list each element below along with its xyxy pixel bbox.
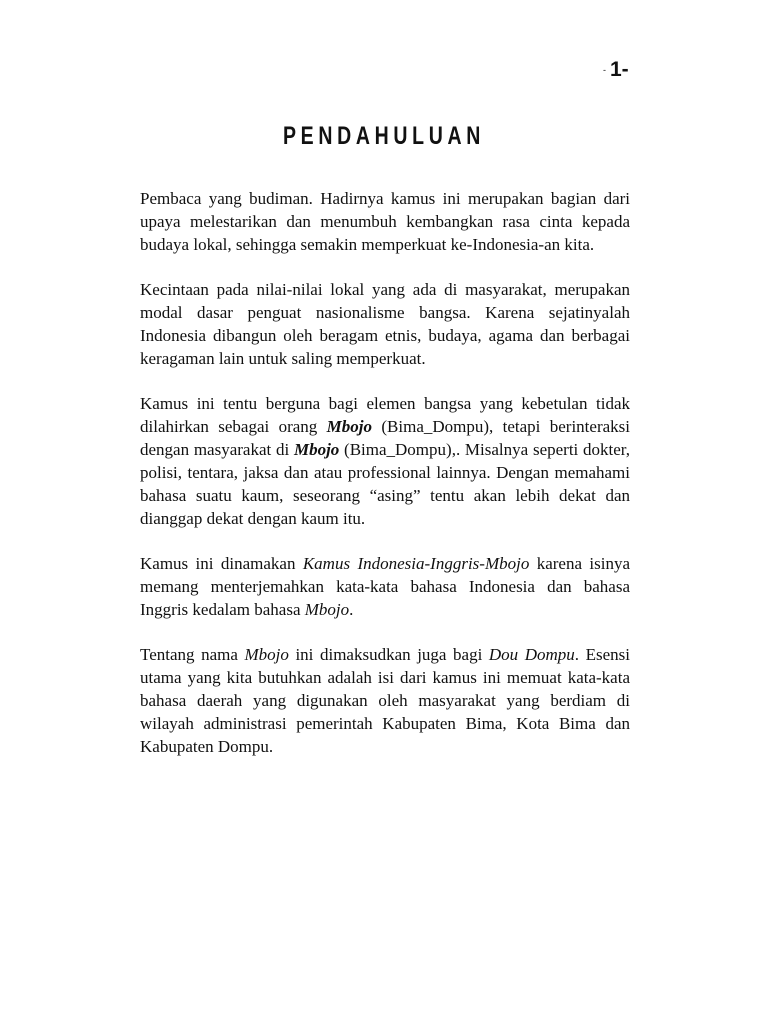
paragraph-4-text-2: karena isinya memang menterjemahkan kata-kata bahasa Indonesia dan bahasa Inggris kedalam bahasa xyxy=(140,554,630,619)
paragraph-5 xyxy=(140,643,630,758)
paragraph-2: Kecintaan pada nilai-nilai lokal yang ada di masyarakat, merupakan modal dasar penguat nasionalisme bangsa. Karena sejatinyalah Indonesia dibangun oleh beragam etnis, budaya, agama dan berbagai keragaman lain untuk saling memperkuat. xyxy=(140,280,630,368)
paragraph-3-text-1: Kamus ini tentu berguna bagi elemen bangsa yang kebetulan tidak dilahirkan sebagai orang xyxy=(140,394,630,436)
paragraph-3 xyxy=(140,392,630,530)
paragraph-4-text-1: Kamus ini dinamakan xyxy=(140,554,303,573)
paragraph-5-text-3: . Esensi utama yang kita butuhkan adalah isi dari kamus ini memuat kata-kata bahasa daerah yang digunakan oleh masyarakat yang berdiam di wilayah administrasi pemerintah Kabupaten Bima, Kota Bima dan Kabupaten Dompu. xyxy=(140,645,631,756)
mbojo-emphasis: Mbojo xyxy=(326,417,373,436)
document-body xyxy=(140,187,630,780)
page-number-dash: - xyxy=(603,65,606,75)
paragraph-3-text-2: (Bima_Dompu), tetapi berinteraksi dengan masyarakat di xyxy=(140,417,630,459)
page-title: PENDAHULUAN xyxy=(282,122,486,150)
page-number xyxy=(603,58,629,82)
mbojo-italic: Mbojo xyxy=(244,645,289,664)
paragraph-3-text-3: (Bima_Dompu),. Misalnya seperti dokter, polisi, tentara, jaksa dan atau professional lainnya. Dengan memahami bahasa suatu kaum, seseorang “asing” tentu akan lebih dekat dan dianggap dekat dengan kaum itu. xyxy=(140,440,631,528)
mbojo-italic: Mbojo xyxy=(304,600,350,619)
paragraph-1: Pembaca yang budiman. Hadirnya kamus ini merupakan bagian dari upaya melestarikan dan menumbuh kembangkan rasa cinta kepada budaya lokal, sehingga semakin memperkuat ke-Indonesia-an kita. xyxy=(140,189,630,254)
paragraph-4-text-3: . xyxy=(349,600,354,619)
paragraph-5-text-2: ini dimaksudkan juga bagi xyxy=(288,645,489,664)
paragraph-5-text-1: Tentang nama xyxy=(140,645,245,664)
dou-dompu-italic: Dou Dompu xyxy=(488,645,575,664)
mbojo-emphasis: Mbojo xyxy=(293,440,340,459)
dictionary-name: Kamus Indonesia-Inggris-Mbojo xyxy=(302,554,530,573)
page-number-value: 1- xyxy=(610,58,629,81)
paragraph-4 xyxy=(140,552,630,621)
